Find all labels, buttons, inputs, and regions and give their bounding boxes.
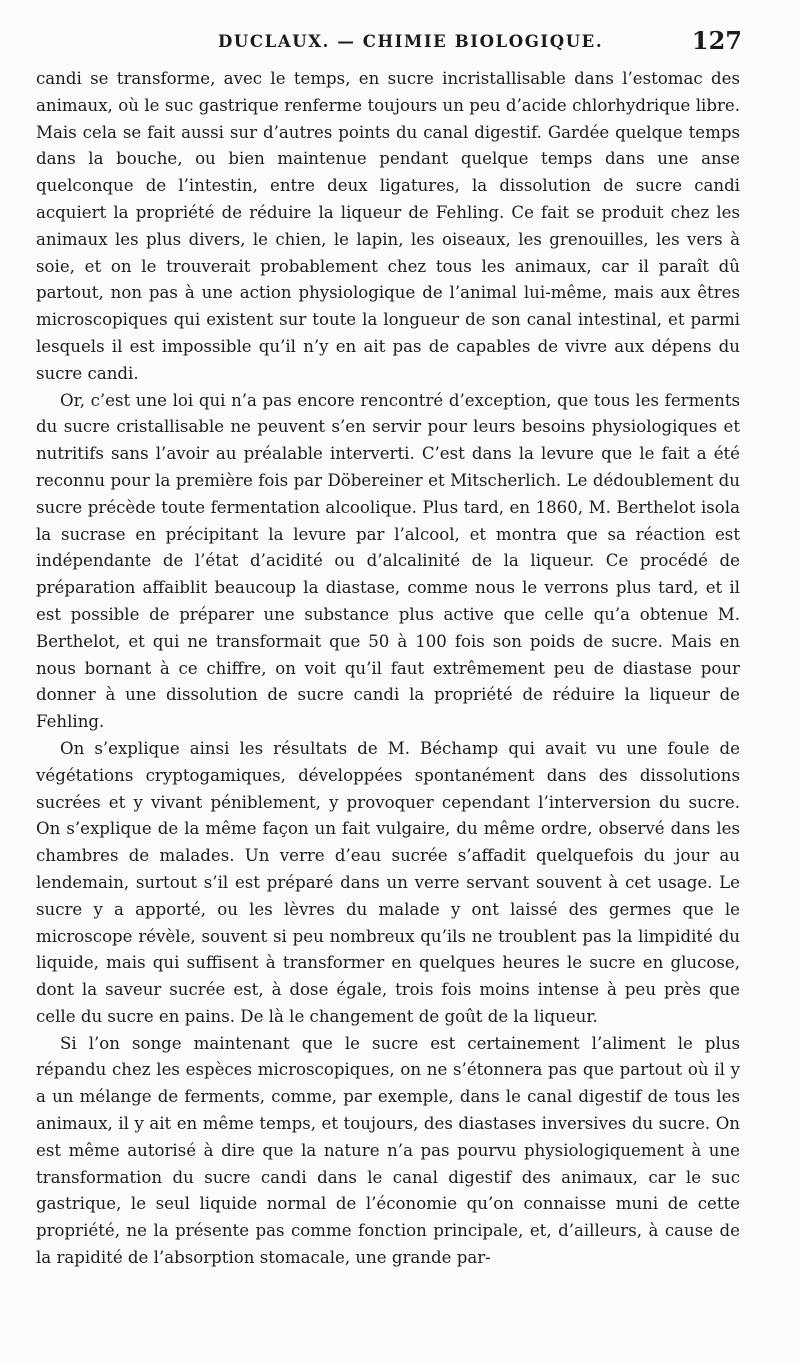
paragraph: Or, c’est une loi qui n’a pas encore rencontré d’exception, que tous les ferments du sucre cristallisable ne peuvent s’en servir pour leurs besoins physiologiques et nutritifs sans l’avoir au préalable interverti. C’est dans la levure que le fait a été reconnu pour la première fois par Döbereiner et Mitscherlich. Le dédoublement du sucre précède toute fermentation alcoolique. Plus tard, en 1860, M. Berthelot isola la sucrase en précipitant la levure par l’alcool, et montra que sa réaction est indépendante de l’état d’acidité ou d’alcalinité de la liqueur. Ce procédé de préparation affaiblit beaucoup la diastase, comme nous le verrons plus tard, et il est possible de préparer une substance plus active que celle qu’a obtenue M. Berthelot, et qui ne transformait que 50 à 100 fois son poids de sucre. Mais en nous bornant à ce chiffre, on voit qu’il faut extrêmement peu de diastase pour donner à une dissolution de sucre candi la propriété de réduire la liqueur de Fehling.	[36, 390, 740, 732]
page-number: 127	[691, 26, 742, 55]
page-header	[36, 26, 742, 58]
body-text	[36, 66, 740, 1272]
running-head: DUCLAUX. — CHIMIE BIOLOGIQUE.	[218, 32, 604, 51]
paragraph-continuation: candi se transforme, avec le temps, en sucre incristallisable dans l’estomac des animaux, où le suc gastrique renferme toujours un peu d’acide chlorhydrique libre. Mais cela se fait aussi sur d’autres points du canal digestif. Gardée quelque temps dans la bouche, ou bien maintenue pendant quelque temps dans une anse quelconque de l’intestin, entre deux ligatures, la dissolution de sucre candi acquiert la propriété de réduire la liqueur de Fehling. Ce fait se produit chez les animaux les plus divers, le chien, le lapin, les oiseaux, les grenouilles, les vers à soie, et on le trouverait probablement chez tous les animaux, car il paraît dû partout, non pas à une action physiologique de l’animal lui-même, mais aux êtres microscopiques qui existent sur toute la longueur de son canal intestinal, et parmi lesquels il est impossible qu’il n’y en ait pas de capables de vivre aux dépens du sucre candi.	[36, 69, 740, 383]
paragraph: On s’explique ainsi les résultats de M. Béchamp qui avait vu une foule de végétations cryptogamiques, développées spontanément dans des dissolutions sucrées et y vivant péniblement, y provoquer cependant l’interversion du sucre. On s’explique de la même façon un fait vulgaire, du même ordre, observé dans les chambres de malades. Un verre d’eau sucrée s’affadit quelquefois du jour au lendemain, surtout s’il est préparé dans un verre servant souvent à cet usage. Le sucre y a apporté, ou les lèvres du malade y ont laissé des germes que le microscope révèle, souvent si peu nombreux qu’ils ne troublent pas la limpidité du liquide, mais qui suffisent à transformer en quelques heures le sucre en glucose, dont la saveur sucrée est, à dose égale, trois fois moins intense à peu près que celle du sucre en pains. De là le changement de goût de la liqueur.	[36, 738, 740, 1026]
paragraph: Si l’on songe maintenant que le sucre est certainement l’aliment le plus répandu chez les espèces microscopiques, on ne s’étonnera pas que partout où il y a un mélange de ferments, comme, par exemple, dans le canal digestif de tous les animaux, il y ait en même temps, et toujours, des diastases inversives du sucre. On est même autorisé à dire que la nature n’a pas pourvu physiologiquement à une transformation du sucre candi dans le canal digestif des animaux, car le suc gastrique, le seul liquide normal de l’économie qu’on connaisse muni de cette propriété, ne la présente pas comme fonction principale, et, d’ailleurs, à cause de la rapidité de l’absorption stomacale, une grande par-	[36, 1033, 740, 1268]
